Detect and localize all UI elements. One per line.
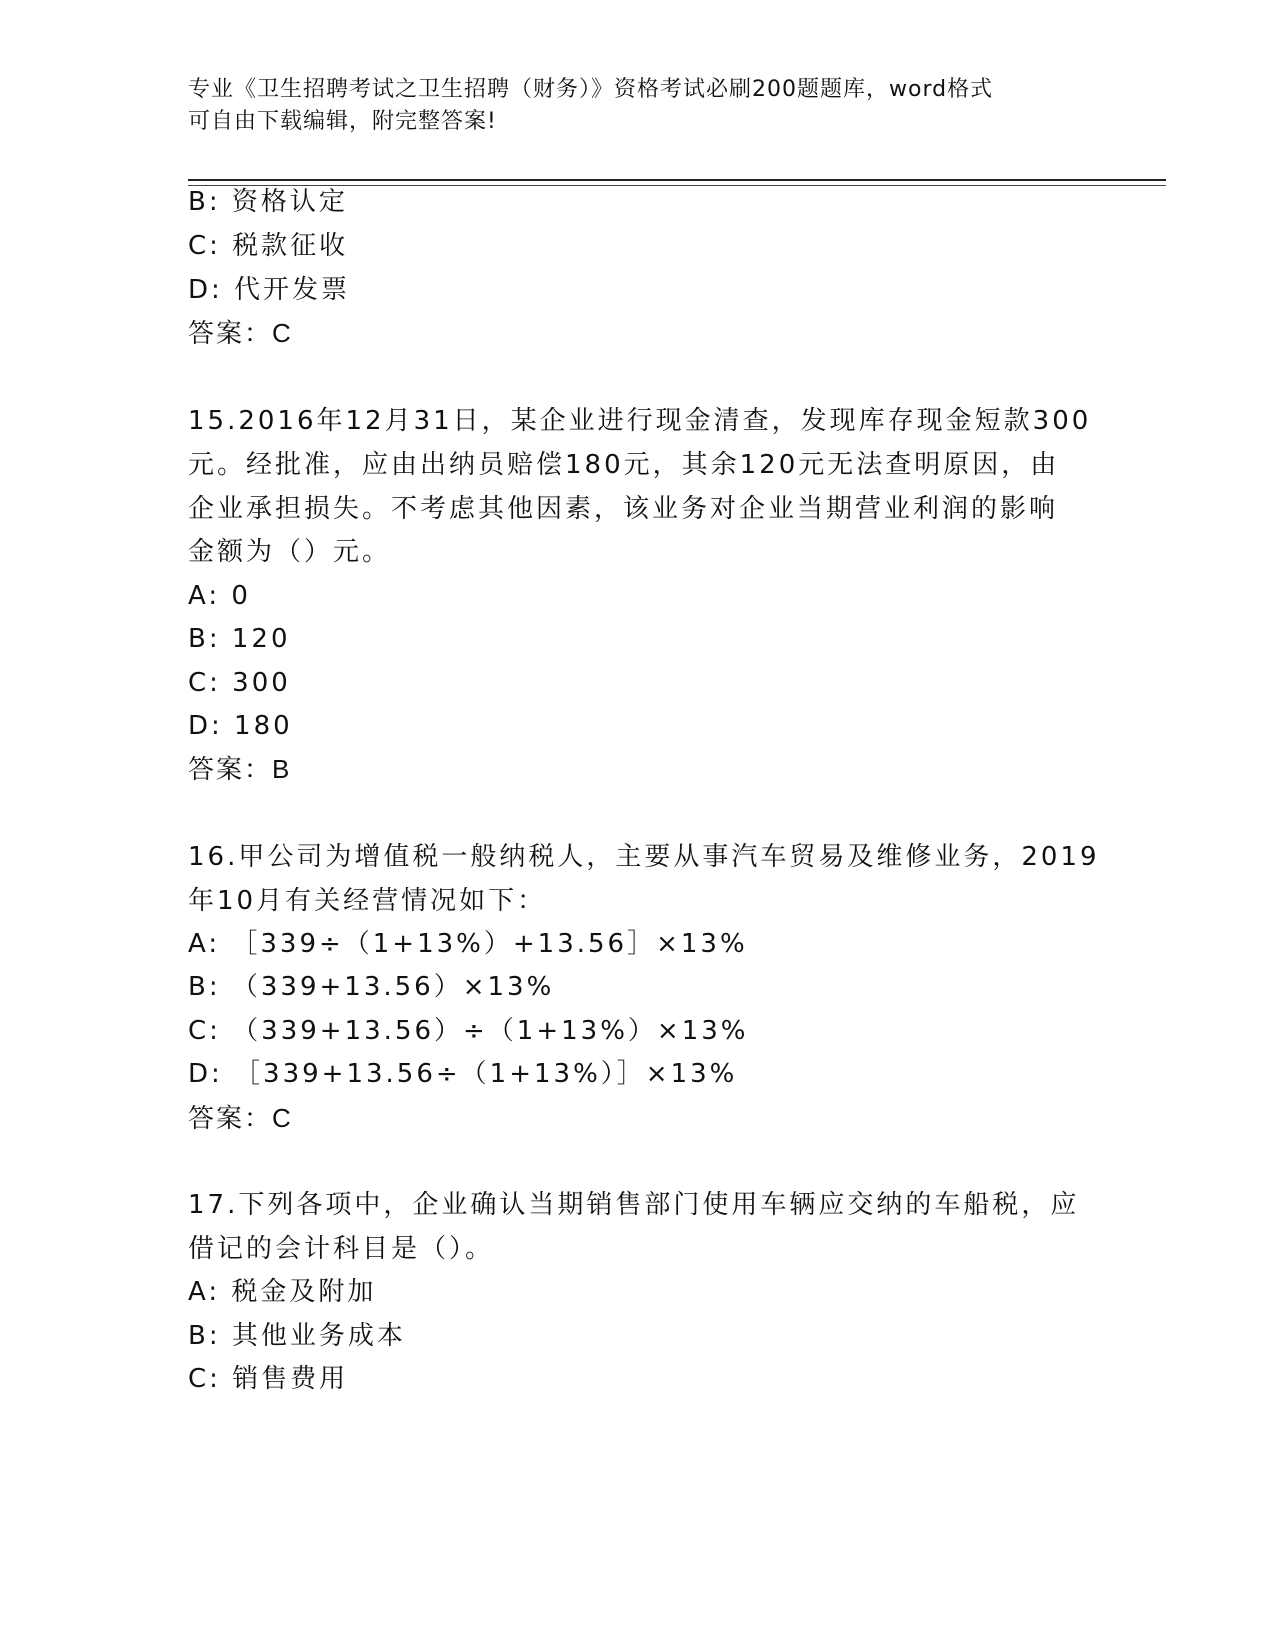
q15-option-c: C: 300: [188, 668, 291, 698]
q16-option-a: A: ［339÷（1+13%）+13.56］×13%: [188, 929, 748, 959]
q14-option-b: B: 资格认定: [188, 187, 348, 217]
q15-option-a: A: 0: [188, 581, 251, 611]
q17-option-c: C: 销售费用: [188, 1364, 349, 1394]
q15-text-line-2: 元。经批准，应由出纳员赔偿180元，其余120元无法查明原因，由: [188, 450, 1060, 480]
q17-option-b: B: 其他业务成本: [188, 1321, 406, 1351]
page-header: [188, 74, 1088, 138]
q16-text-line-1: 16.甲公司为增值税一般纳税人，主要从事汽车贸易及维修业务，2019: [188, 842, 1100, 872]
header-title-line-2: 可自由下载编辑，附完整答案!: [188, 109, 497, 134]
q15-option-d: D: 180: [188, 711, 293, 741]
q16-option-c: C: （339+13.56）÷（1+13%）×13%: [188, 1016, 749, 1046]
q16-answer: 答案：C: [188, 1103, 293, 1133]
q15-option-b: B: 120: [188, 624, 291, 654]
q17-text-line-2: 借记的会计科目是（）。: [188, 1234, 495, 1264]
q16-option-d: D: ［339+13.56÷（1+13%）］×13%: [188, 1059, 738, 1089]
q16-option-b: B: （339+13.56）×13%: [188, 972, 555, 1002]
q15-answer: 答案：B: [188, 754, 292, 784]
header-divider-thick: [188, 179, 1166, 181]
q14-answer: 答案：C: [188, 318, 293, 348]
header-title-line-1: 专业《卫生招聘考试之卫生招聘（财务）》资格考试必刷200题题库，word格式: [188, 77, 994, 102]
q17-text-line-1: 17.下列各项中，企业确认当期销售部门使用车辆应交纳的车船税，应: [188, 1190, 1080, 1220]
q14-option-d: D: 代开发票: [188, 275, 351, 305]
q16-text-line-2: 年10月有关经营情况如下：: [188, 886, 547, 916]
q14-option-c: C: 税款征收: [188, 231, 349, 261]
q15-text-line-4: 金额为（）元。: [188, 537, 392, 567]
q15-text-line-1: 15.2016年12月31日，某企业进行现金清查，发现库存现金短款300: [188, 406, 1092, 436]
q17-option-a: A: 税金及附加: [188, 1277, 377, 1307]
q15-text-line-3: 企业承担损失。不考虑其他因素，该业务对企业当期营业利润的影响: [188, 494, 1059, 524]
